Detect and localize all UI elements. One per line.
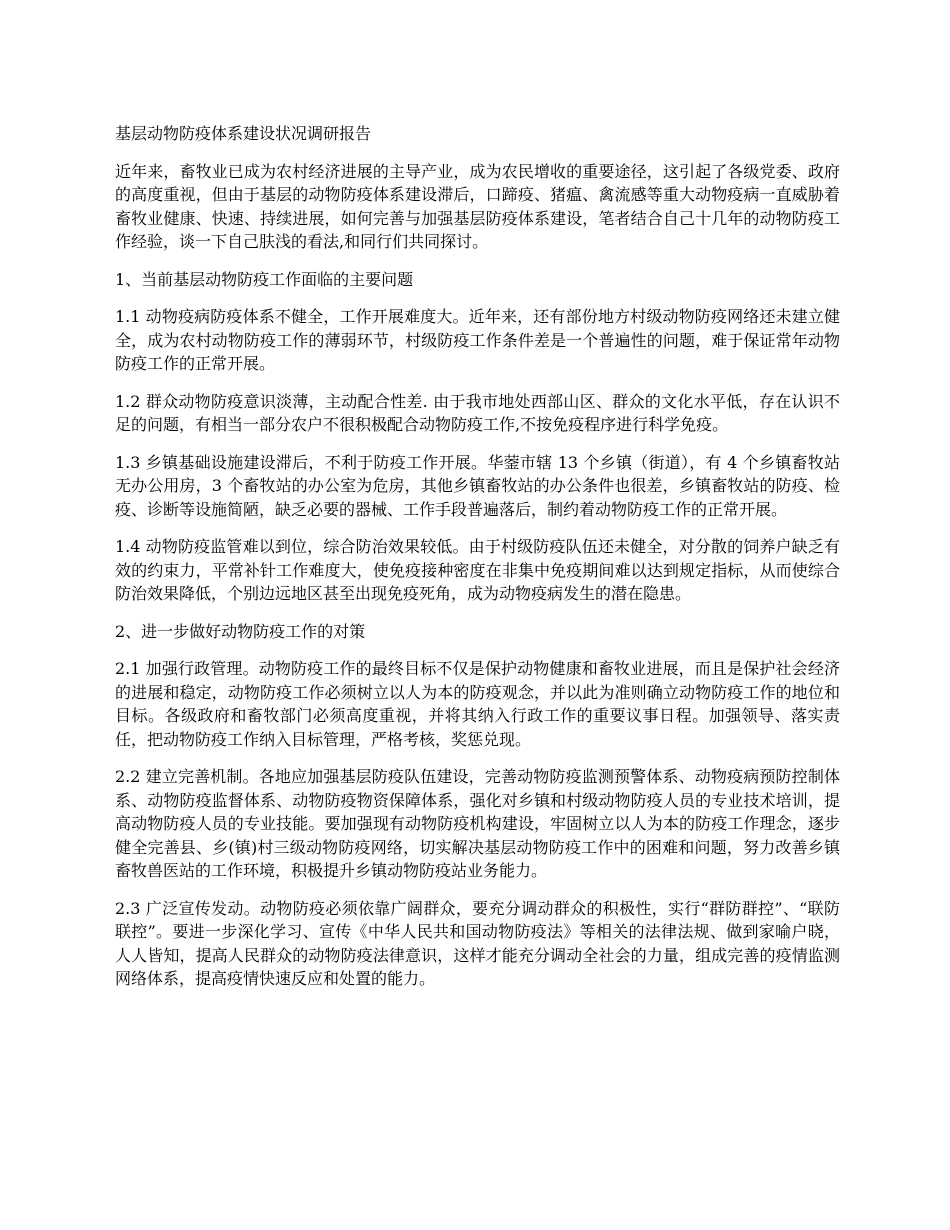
intro-paragraph: 近年来，畜牧业已成为农村经济进展的主导产业，成为农民增收的重要途径，这引起了各级党委、政府的高度重视，但由于基层的动物防疫体系建设滞后，口蹄疫、猪瘟、禽流感等重大动物疫病一直威胁着畜牧业健康、快速、持续进展，如何完善与加强基层防疫体系建设，笔者结合自己十几年的动物防疫工作经验，谈一下自己肤浅的看法,和同行们共同探讨。 <box>115 161 840 251</box>
section-2-1-paragraph: 2.1 加强行政管理。动物防疫工作的最终目标不仅是保护动物健康和畜牧业进展，而且是保护社会经济的进展和稳定，动物防疫工作必须树立以人为本的防疫观念，并以此为准则确立动物防疫工作的地位和目标。各级政府和畜牧部门必须高度重视，并将其纳入行政工作的重要议事日程。加强领导、落实责任，把动物防疫工作纳入目标管理，严格考核，奖惩兑现。 <box>115 659 840 749</box>
section-2-2-paragraph: 2.2 建立完善机制。各地应加强基层防疫队伍建设，完善动物防疫监测预警体系、动物疫病预防控制体系、动物防疫监督体系、动物防疫物资保障体系，强化对乡镇和村级动物防疫人员的专业技术培训，提高动物防疫人员的专业技能。要加强现有动物防疫机构建设，牢固树立以人为本的防疫工作理念，逐步健全完善县、乡(镇)村三级动物防疫网络，切实解决基层动物防疫工作中的困难和问题，努力改善乡镇畜牧兽医站的工作环境，积极提升乡镇动物防疫站业务能力。 <box>115 767 840 880</box>
section-1-1-paragraph: 1.1 动物疫病防疫体系不健全，工作开展难度大。近年来，还有部份地方村级动物防疫网络还未建立健全，成为农村动物防疫工作的薄弱环节，村级防疫工作条件差是一个普遍性的问题，难于保证常年动物防疫工作的正常开展。 <box>115 307 840 373</box>
section-2-heading: 2、进一步做好动物防疫工作的对策 <box>115 621 366 641</box>
section-2-3-paragraph: 2.3 广泛宣传发动。动物防疫必须依靠广阔群众，要充分调动群众的积极性，实行“群防群控”、“联防联控”。要进一步深化学习、宣传《中华人民共和国动物防疫法》等相关的法律法规、做到家喻户晓，人人皆知，提高人民群众的动物防疫法律意识，这样才能充分调动全社会的力量，组成完善的疫情监测网络体系，提高疫情快速反应和处置的能力。 <box>115 898 840 988</box>
document-title: 基层动物防疫体系建设状况调研报告 <box>115 124 372 143</box>
section-1-heading: 1、当前基层动物防疫工作面临的主要问题 <box>115 269 414 289</box>
section-1-3-paragraph: 1.3 乡镇基础设施建设滞后，不利于防疫工作开展。华蓥市辖 13 个乡镇（街道），有 4 个乡镇畜牧站无办公用房，3 个畜牧站的办公室为危房，其他乡镇畜牧站的办公条件也很差，乡镇畜牧站的防疫、检疫、诊断等设施简陋，缺乏必要的器械、工作手段普遍落后，制约着动物防疫工作的正常开展。 <box>115 452 840 519</box>
section-1-2-paragraph: 1.2 群众动物防疫意识淡薄，主动配合性差. 由于我市地处西部山区、群众的文化水平低，存在认识不足的问题，有相当一部分农户不很积极配合动物防疫工作,不按免疫程序进行科学免疫。 <box>115 391 840 434</box>
section-1-4-paragraph: 1.4 动物防疫监管难以到位，综合防治效果较低。由于村级防疫队伍还未健全，对分散的饲养户缺乏有效的约束力，平常补针工作难度大，使免疫接种密度在非集中免疫期间难以达到规定指标，从而使综合防治效果降低，个别边远地区甚至出现免疫死角，成为动物疫病发生的潜在隐患。 <box>115 537 840 603</box>
document-page <box>115 122 840 1005</box>
